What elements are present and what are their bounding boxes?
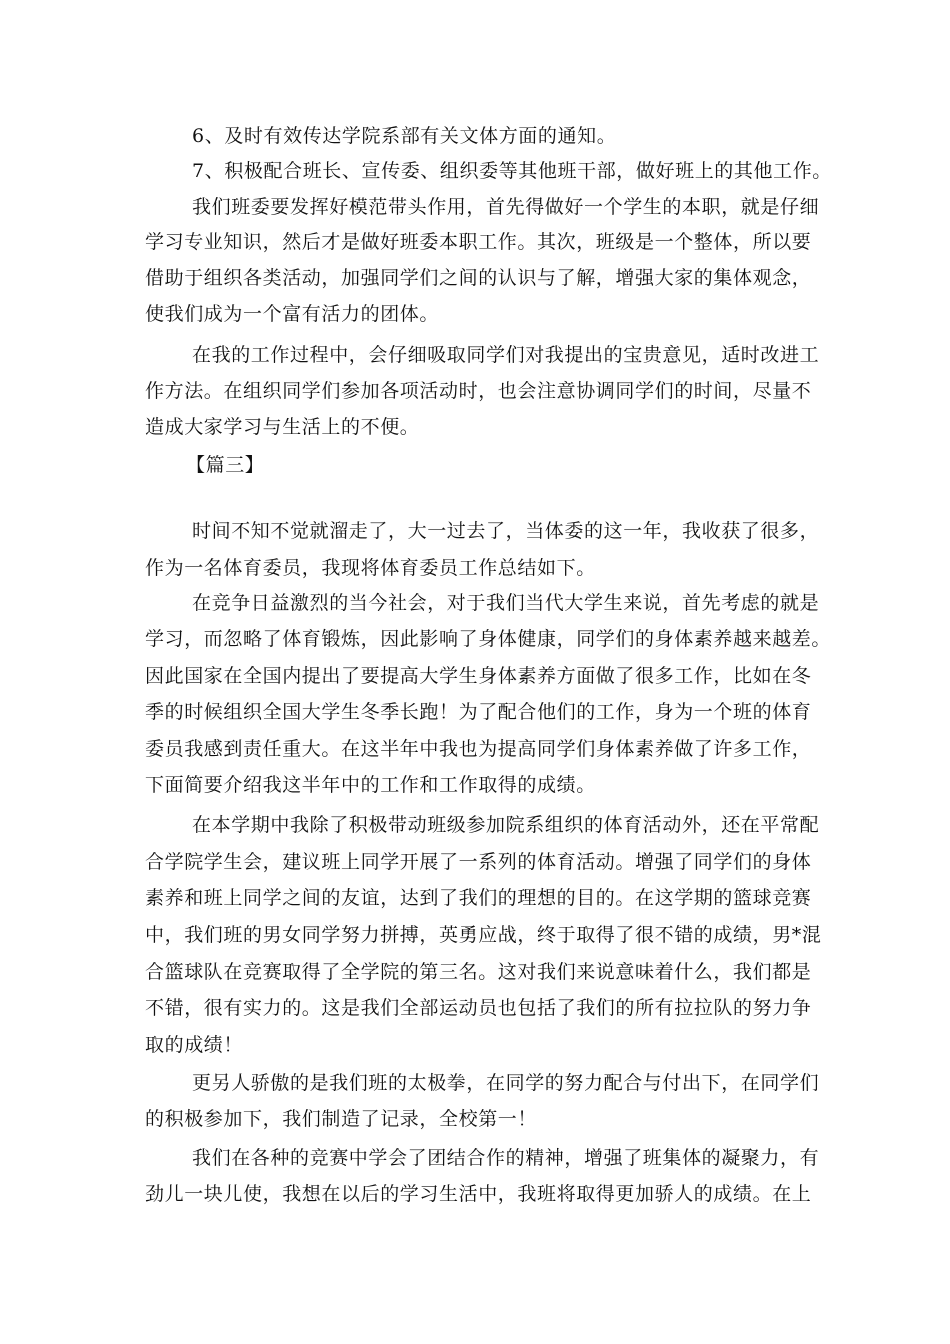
text-line: 我们在各种的竞赛中学会了团结合作的精神，增强了班集体的凝聚力，有 xyxy=(192,1147,820,1169)
text-line: 6、及时有效传达学院系部有关文体方面的通知。 xyxy=(192,125,617,147)
section-heading: 【篇三】 xyxy=(186,454,265,476)
text-line: 我们班委要发挥好模范带头作用，首先得做好一个学生的本职，就是仔细 xyxy=(192,196,820,218)
text-line: 中，我们班的男女同学努力拼搏，英勇应战，终于取得了很不错的成绩，男*混 xyxy=(145,924,822,946)
text-line: 不错，很有实力的。这是我们全部运动员也包括了我们的所有拉拉队的努力争 xyxy=(145,997,812,1019)
text-line: 在我的工作过程中，会仔细吸取同学们对我提出的宝贵意见，适时改进工 xyxy=(192,344,820,366)
text-line: 作方法。在组织同学们参加各项活动时，也会注意协调同学们的时间，尽量不 xyxy=(145,380,812,402)
text-line: 学习专业知识，然后才是做好班委本职工作。其次，班级是一个整体，所以要 xyxy=(145,231,812,253)
text-line: 因此国家在全国内提出了要提高大学生身体素养方面做了很多工作，比如在冬 xyxy=(145,665,812,687)
text-line: 作为一名体育委员，我现将体育委员工作总结如下。 xyxy=(145,557,596,579)
text-line: 在本学期中我除了积极带动班级参加院系组织的体育活动外，还在平常配 xyxy=(192,814,820,836)
text-line: 7、积极配合班长、宣传委、组织委等其他班干部，做好班上的其他工作。 xyxy=(192,160,832,182)
text-line: 季的时候组织全国大学生冬季长跑！为了配合他们的工作，身为一个班的体育 xyxy=(145,701,812,723)
text-line: 合学院学生会，建议班上同学开展了一系列的体育活动。增强了同学们的身体 xyxy=(145,851,812,873)
text-line: 造成大家学习与生活上的不便。 xyxy=(145,416,420,438)
text-line: 更另人骄傲的是我们班的太极拳，在同学的努力配合与付出下，在同学们 xyxy=(192,1072,820,1094)
text-line: 委员我感到责任重大。在这半年中我也为提高同学们身体素养做了许多工作， xyxy=(145,738,812,760)
text-line: 借助于组织各类活动，加强同学们之间的认识与了解，增强大家的集体观念， xyxy=(145,267,812,289)
text-line: 时间不知不觉就溜走了，大一过去了，当体委的这一年，我收获了很多， xyxy=(192,520,820,542)
text-line: 的积极参加下，我们制造了记录，全校第一！ xyxy=(145,1108,538,1130)
text-line: 使我们成为一个富有活力的团体。 xyxy=(145,303,440,325)
text-line: 在竞争日益激烈的当今社会，对于我们当代大学生来说，首先考虑的就是 xyxy=(192,592,820,614)
text-line: 素养和班上同学之间的友谊，达到了我们的理想的目的。在这学期的篮球竞赛 xyxy=(145,887,812,909)
text-line: 合篮球队在竞赛取得了全学院的第三名。这对我们来说意味着什么，我们都是 xyxy=(145,961,812,983)
text-line: 下面简要介绍我这半年中的工作和工作取得的成绩。 xyxy=(145,774,596,796)
text-line: 学习，而忽略了体育锻炼，因此影响了身体健康，同学们的身体素养越来越差。 xyxy=(145,628,832,650)
text-line: 劲儿一块儿使，我想在以后的学习生活中，我班将取得更加骄人的成绩。在上 xyxy=(145,1183,812,1205)
text-line: 取的成绩！ xyxy=(145,1034,244,1056)
